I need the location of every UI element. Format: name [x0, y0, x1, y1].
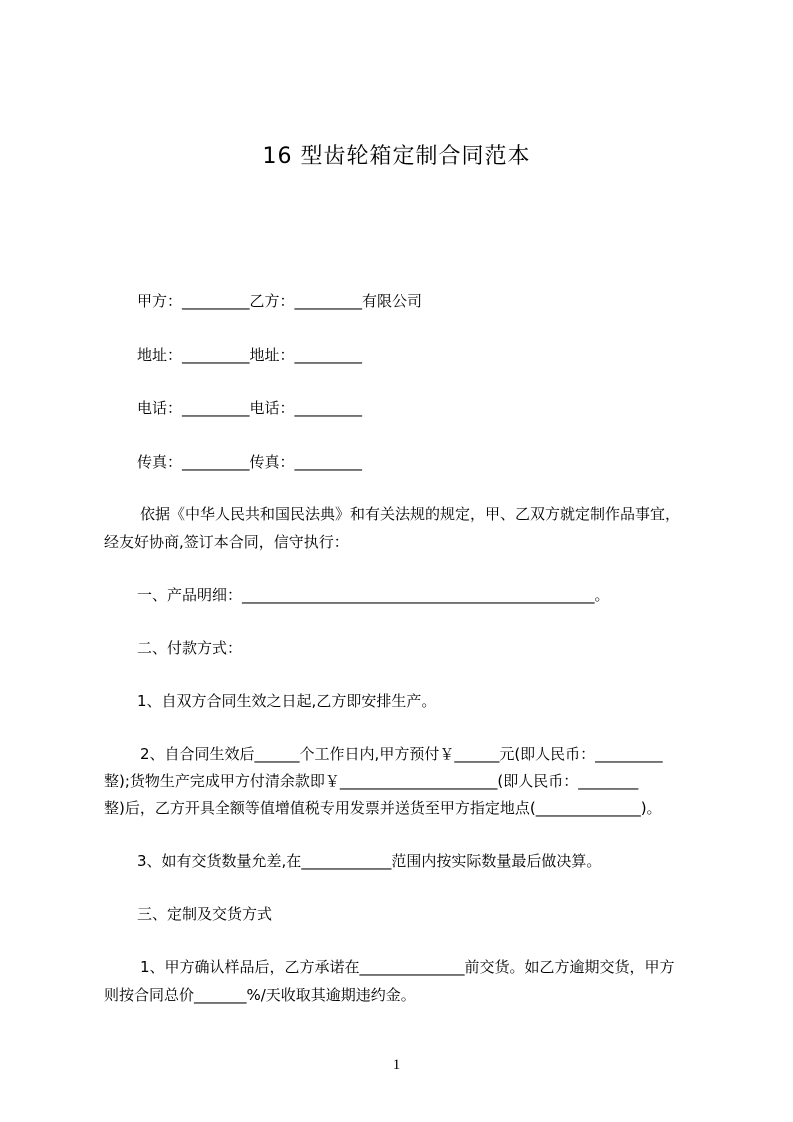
payment-clause-line: 1、自双方合同生效之日起,乙方即安排生产。: [137, 692, 437, 710]
section-delivery-heading: 三、定制及交货方式: [137, 905, 273, 923]
party-line-address: 地址：_________地址：_________: [137, 346, 363, 364]
payment-clause-line: 整);货物生产完成甲方付清余款即￥_____________________(即人民币：________: [104, 772, 639, 790]
party-line-name: 甲方：_________乙方：_________有限公司: [137, 292, 423, 310]
preamble-line: 经友好协商,签订本合同，信守执行：: [104, 533, 349, 551]
page-number: 1: [392, 1057, 401, 1073]
document-title: 16 型齿轮箱定制合同范本: [262, 144, 531, 169]
section-product-details: 一、产品明细：_______________________________________________。: [137, 586, 610, 604]
payment-clause-line: 2、自合同生效后______个工作日内,甲方预付￥______元(即人民币：_________: [140, 745, 663, 763]
payment-clause-line: 3、如有交货数量允差,在____________范围内按实际数量最后做决算。: [137, 852, 602, 870]
delivery-clause-line: 1、甲方确认样品后，乙方承诺在______________前交货。如乙方逾期交货，甲方: [140, 958, 675, 976]
payment-clause-line: 整)后，乙方开具全额等值增值税专用发票并送货至甲方指定地点(______________)。: [104, 799, 662, 817]
section-payment-heading: 二、付款方式：: [137, 639, 243, 657]
party-line-fax: 传真：_________传真：_________: [137, 453, 363, 471]
party-line-phone: 电话：_________电话：_________: [137, 399, 363, 417]
preamble-line: 依据《中华人民共和国民法典》和有关法规的规定，甲、乙双方就定制作品事宜，: [140, 505, 681, 523]
delivery-clause-line: 则按合同总价_______%/天收取其逾期违约金。: [104, 986, 416, 1004]
